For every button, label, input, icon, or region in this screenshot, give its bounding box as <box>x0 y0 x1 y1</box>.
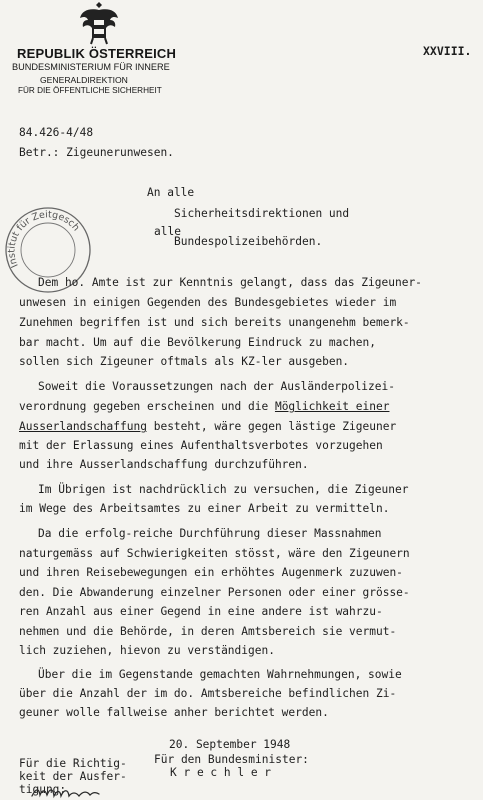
body-line: Da die erfolg-reiche Durchführung dieser Massnahmen <box>38 527 382 540</box>
header-ministry: BUNDESMINISTERIUM FÜR INNERE <box>12 62 170 72</box>
body-line: lich zuziehen, hievon zu verständigen. <box>19 644 275 657</box>
underlined-phrase: Ausserlandschaffung <box>19 420 147 433</box>
body-line: mit der Erlassung eines Aufenthaltsverbotes vorzugehen <box>19 439 383 452</box>
body-line: unwesen in einigen Gegenden des Bundesgebietes wieder im <box>19 296 397 309</box>
body-line <box>19 421 396 432</box>
body-line: Dem ho. Amte ist zur Kenntnis gelangt, dass das Zigeuner- <box>38 276 422 289</box>
body-line: nehmen und die Behörde, in deren Amtsbereich sie vermut- <box>19 625 397 638</box>
subject-line: Betr.: Zigeunerunwesen. <box>19 146 174 159</box>
header-directorate: GENERALDIREKTION <box>40 75 128 85</box>
recipient-line-2: Sicherheitsdirektionen und <box>174 207 350 220</box>
body-line-part: verordnung gegeben erscheinen und die <box>19 400 275 413</box>
body-line: Zunehmen begriffen ist und sich bereits unangenehm bemerk- <box>19 316 410 329</box>
body-line: sollen sich Zigeuner oftmals als KZ-ler ausgeben. <box>19 355 350 368</box>
handwritten-signature <box>30 786 110 800</box>
recipient-line-4: Bundespolizeibehörden. <box>174 235 323 248</box>
body-line: und ihren Reisebewegungen ein erhöhtes Augenmerk zuzuwen- <box>19 566 403 579</box>
header-directorate-sub: FÜR DIE ÖFFENTLICHE SICHERHEIT <box>18 86 162 95</box>
certification-line-1: Für die Richtig- <box>19 757 127 770</box>
body-line: bar macht. Um auf die Bevölkerung Eindruck zu machen, <box>19 336 376 349</box>
body-line-part: besteht, wäre gegen lästige Zigeuner <box>146 420 397 433</box>
body-line: und ihre Ausserlandschaffung durchzuführen. <box>19 458 309 471</box>
body-line: Über die im Gegenstande gemachten Wahrnehmungen, sowie <box>38 668 402 681</box>
certification-line-2: keit der Ausfer- <box>19 770 127 783</box>
svg-text:Institut für Zeitgesch <box>6 209 81 269</box>
file-number: 84.426-4/48 <box>19 126 94 139</box>
body-line: naturgemäss auf Schwierigkeiten stösst, wäre den Zigeunern <box>19 547 410 560</box>
stamp-text: Institut für Zeitgesch <box>6 209 82 270</box>
page-number: XXVIII. <box>423 44 472 58</box>
body-line: den. Die Abwanderung einzelner Personen oder einer grösse- <box>19 586 410 599</box>
header-title: REPUBLIK ÖSTERREICH <box>17 46 177 61</box>
letter-date: 20. September 1948 <box>169 738 291 751</box>
body-line: Soweit die Voraussetzungen nach der Ausländerpolizei- <box>38 380 395 393</box>
signer-name: K r e c h l e r <box>170 766 272 779</box>
body-line <box>19 401 389 412</box>
recipient-line-1: An alle <box>147 186 195 199</box>
certification-line-3: tigung: <box>19 783 67 796</box>
for-minister: Für den Bundesminister: <box>154 753 309 766</box>
body-line: im Wege des Arbeitsamtes zu einer Arbeit zu vermitteln. <box>19 502 390 515</box>
underlined-phrase: Möglichkeit einer <box>274 400 390 413</box>
body-line: über die Anzahl der im do. Amtsbereiche befindlichen Zi- <box>19 687 397 700</box>
recipient-line-3: alle <box>154 225 181 238</box>
coat-of-arms-eagle-icon <box>78 2 120 46</box>
body-line: geuner wolle fallweise anher berichtet werden. <box>19 706 329 719</box>
body-line: ren Anzahl aus einer Gegend in eine andere ist wahrzu- <box>19 605 383 618</box>
body-line: Im Übrigen ist nachdrücklich zu versuchen, die Zigeuner <box>38 483 409 496</box>
